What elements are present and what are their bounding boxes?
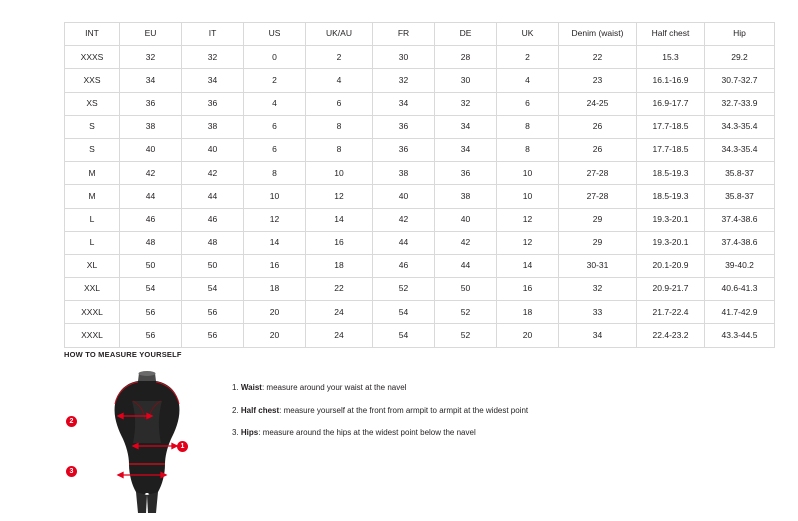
measure-marker-2: 2 [66, 416, 77, 427]
cell-denim-waist: 32 [559, 278, 637, 301]
cell-it: 54 [182, 278, 244, 301]
cell-fr: 42 [373, 208, 435, 231]
cell-us: 2 [244, 69, 306, 92]
cell-int: S [65, 115, 120, 138]
cell-us: 6 [244, 115, 306, 138]
cell-us: 6 [244, 138, 306, 161]
column-header-eu: EU [120, 23, 182, 46]
cell-uk: 4 [497, 69, 559, 92]
cell-uk-au: 12 [306, 185, 373, 208]
measure-instruction-hips [232, 428, 528, 438]
how-to-measure-body [64, 371, 744, 516]
cell-denim-waist: 27-28 [559, 185, 637, 208]
cell-half-chest: 16.1-16.9 [637, 69, 705, 92]
cell-it: 40 [182, 138, 244, 161]
cell-int: S [65, 138, 120, 161]
cell-half-chest: 19.3-20.1 [637, 231, 705, 254]
cell-us: 20 [244, 324, 306, 347]
cell-uk-au: 8 [306, 138, 373, 161]
cell-eu: 34 [120, 69, 182, 92]
cell-uk: 12 [497, 231, 559, 254]
measure-marker-1: 1 [177, 441, 188, 452]
measure-text-half-chest: : measure yourself at the front from armpit to armpit at the widest point [279, 405, 529, 415]
cell-hip: 32.7-33.9 [705, 92, 775, 115]
cell-int: XXXL [65, 324, 120, 347]
column-header-int: INT [65, 23, 120, 46]
cell-uk-au: 14 [306, 208, 373, 231]
cell-fr: 40 [373, 185, 435, 208]
cell-eu: 40 [120, 138, 182, 161]
table-row [65, 231, 775, 254]
cell-de: 40 [435, 208, 497, 231]
cell-uk-au: 2 [306, 46, 373, 69]
cell-denim-waist: 23 [559, 69, 637, 92]
column-header-denim-waist: Denim (waist) [559, 23, 637, 46]
measure-number-1: 1. [232, 383, 239, 392]
cell-it: 42 [182, 162, 244, 185]
cell-int: L [65, 231, 120, 254]
cell-eu: 44 [120, 185, 182, 208]
cell-denim-waist: 29 [559, 231, 637, 254]
cell-denim-waist: 27-28 [559, 162, 637, 185]
cell-uk-au: 16 [306, 231, 373, 254]
cell-eu: 38 [120, 115, 182, 138]
mannequin-figure [69, 371, 202, 516]
cell-uk-au: 10 [306, 162, 373, 185]
cell-hip: 41.7-42.9 [705, 301, 775, 324]
column-header-us: US [244, 23, 306, 46]
cell-denim-waist: 34 [559, 324, 637, 347]
cell-fr: 38 [373, 162, 435, 185]
cell-de: 28 [435, 46, 497, 69]
table-row [65, 138, 775, 161]
measure-term-half-chest: Half chest [240, 405, 280, 415]
cell-it: 34 [182, 69, 244, 92]
cell-hip: 29.2 [705, 46, 775, 69]
cell-int: XXS [65, 69, 120, 92]
cell-us: 16 [244, 254, 306, 277]
cell-it: 44 [182, 185, 244, 208]
column-header-half-chest: Half chest [637, 23, 705, 46]
cell-int: XS [65, 92, 120, 115]
cell-de: 44 [435, 254, 497, 277]
cell-eu: 36 [120, 92, 182, 115]
cell-denim-waist: 22 [559, 46, 637, 69]
cell-half-chest: 21.7-22.4 [637, 301, 705, 324]
cell-eu: 56 [120, 324, 182, 347]
cell-it: 36 [182, 92, 244, 115]
cell-uk: 18 [497, 301, 559, 324]
cell-int: L [65, 208, 120, 231]
cell-eu: 48 [120, 231, 182, 254]
cell-uk-au: 4 [306, 69, 373, 92]
cell-us: 8 [244, 162, 306, 185]
cell-uk: 10 [497, 162, 559, 185]
cell-uk: 6 [497, 92, 559, 115]
cell-uk: 8 [497, 138, 559, 161]
cell-int: M [65, 185, 120, 208]
cell-us: 0 [244, 46, 306, 69]
cell-hip: 34.3-35.4 [705, 115, 775, 138]
cell-eu: 56 [120, 301, 182, 324]
cell-half-chest: 16.9-17.7 [637, 92, 705, 115]
cell-de: 50 [435, 278, 497, 301]
table-header-row [65, 23, 775, 46]
how-to-measure-section [64, 350, 744, 516]
cell-de: 34 [435, 138, 497, 161]
cell-hip: 34.3-35.4 [705, 138, 775, 161]
cell-half-chest: 17.7-18.5 [637, 115, 705, 138]
cell-it: 48 [182, 231, 244, 254]
cell-int: XXXS [65, 46, 120, 69]
cell-half-chest: 15.3 [637, 46, 705, 69]
table-row [65, 301, 775, 324]
table-row [65, 254, 775, 277]
cell-eu: 32 [120, 46, 182, 69]
cell-hip: 37.4-38.6 [705, 208, 775, 231]
cell-fr: 36 [373, 138, 435, 161]
cell-fr: 54 [373, 301, 435, 324]
cell-it: 46 [182, 208, 244, 231]
cell-uk-au: 22 [306, 278, 373, 301]
cell-it: 38 [182, 115, 244, 138]
cell-int: XL [65, 254, 120, 277]
cell-int: M [65, 162, 120, 185]
cell-int: XXXL [65, 301, 120, 324]
cell-denim-waist: 26 [559, 115, 637, 138]
column-header-uk-au: UK/AU [306, 23, 373, 46]
column-header-de: DE [435, 23, 497, 46]
cell-uk: 14 [497, 254, 559, 277]
cell-eu: 46 [120, 208, 182, 231]
column-header-hip: Hip [705, 23, 775, 46]
table-row [65, 278, 775, 301]
cell-de: 38 [435, 185, 497, 208]
cell-int: XXL [65, 278, 120, 301]
measure-instruction-half-chest [232, 406, 528, 416]
measure-marker-3: 3 [66, 466, 77, 477]
cell-uk-au: 24 [306, 301, 373, 324]
cell-hip: 40.6-41.3 [705, 278, 775, 301]
cell-denim-waist: 30-31 [559, 254, 637, 277]
column-header-uk: UK [497, 23, 559, 46]
column-header-fr: FR [373, 23, 435, 46]
cell-de: 30 [435, 69, 497, 92]
cell-hip: 35.8-37 [705, 185, 775, 208]
cell-de: 52 [435, 301, 497, 324]
measure-number-2: 2. [232, 405, 239, 415]
table-row [65, 208, 775, 231]
cell-us: 14 [244, 231, 306, 254]
cell-de: 42 [435, 231, 497, 254]
cell-it: 50 [182, 254, 244, 277]
cell-uk: 16 [497, 278, 559, 301]
table-row [65, 46, 775, 69]
cell-uk-au: 8 [306, 115, 373, 138]
table-row [65, 185, 775, 208]
measure-instructions-list [232, 371, 528, 451]
cell-eu: 54 [120, 278, 182, 301]
cell-hip: 35.8-37 [705, 162, 775, 185]
cell-eu: 50 [120, 254, 182, 277]
table-row [65, 324, 775, 347]
cell-it: 56 [182, 324, 244, 347]
cell-fr: 34 [373, 92, 435, 115]
measure-number-3: 3. [232, 428, 239, 438]
measure-term-hips: Hips [240, 428, 259, 438]
cell-half-chest: 17.7-18.5 [637, 138, 705, 161]
table-row [65, 115, 775, 138]
cell-de: 32 [435, 92, 497, 115]
table-row [65, 69, 775, 92]
cell-de: 34 [435, 115, 497, 138]
cell-us: 12 [244, 208, 306, 231]
cell-fr: 52 [373, 278, 435, 301]
cell-fr: 44 [373, 231, 435, 254]
cell-half-chest: 18.5-19.3 [637, 185, 705, 208]
cell-fr: 32 [373, 69, 435, 92]
table-row [65, 92, 775, 115]
cell-it: 32 [182, 46, 244, 69]
cell-denim-waist: 29 [559, 208, 637, 231]
cell-uk: 10 [497, 185, 559, 208]
cell-hip: 30.7-32.7 [705, 69, 775, 92]
cell-uk-au: 24 [306, 324, 373, 347]
cell-uk-au: 6 [306, 92, 373, 115]
cell-uk-au: 18 [306, 254, 373, 277]
cell-fr: 30 [373, 46, 435, 69]
cell-it: 56 [182, 301, 244, 324]
cell-denim-waist: 33 [559, 301, 637, 324]
column-header-it: IT [182, 23, 244, 46]
measure-text-waist: : measure around your waist at the navel [261, 383, 407, 392]
cell-denim-waist: 24-25 [559, 92, 637, 115]
cell-half-chest: 20.9-21.7 [637, 278, 705, 301]
cell-hip: 39-40.2 [705, 254, 775, 277]
measure-term-waist: Waist [240, 383, 262, 392]
cell-eu: 42 [120, 162, 182, 185]
cell-half-chest: 18.5-19.3 [637, 162, 705, 185]
cell-half-chest: 19.3-20.1 [637, 208, 705, 231]
cell-us: 4 [244, 92, 306, 115]
cell-de: 52 [435, 324, 497, 347]
cell-us: 18 [244, 278, 306, 301]
cell-uk: 20 [497, 324, 559, 347]
size-chart-table [64, 22, 775, 348]
cell-uk: 12 [497, 208, 559, 231]
cell-half-chest: 20.1-20.9 [637, 254, 705, 277]
cell-uk: 2 [497, 46, 559, 69]
cell-hip: 37.4-38.6 [705, 231, 775, 254]
how-to-measure-title: HOW TO MEASURE YOURSELF [64, 350, 182, 359]
measure-instruction-waist [232, 383, 528, 393]
cell-us: 20 [244, 301, 306, 324]
size-chart-table-wrapper [64, 22, 758, 348]
cell-fr: 46 [373, 254, 435, 277]
cell-fr: 36 [373, 115, 435, 138]
cell-uk: 8 [497, 115, 559, 138]
cell-denim-waist: 26 [559, 138, 637, 161]
cell-half-chest: 22.4-23.2 [637, 324, 705, 347]
table-row [65, 162, 775, 185]
measure-text-hips: : measure around the hips at the widest point below the navel [258, 428, 476, 438]
cell-fr: 54 [373, 324, 435, 347]
cell-us: 10 [244, 185, 306, 208]
cell-de: 36 [435, 162, 497, 185]
cell-hip: 43.3-44.5 [705, 324, 775, 347]
